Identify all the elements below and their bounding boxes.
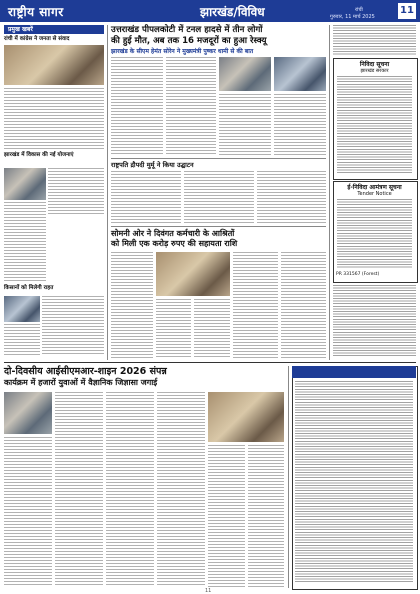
bottom-photo-2 bbox=[208, 392, 284, 442]
footer-page-marker: 11 bbox=[205, 588, 212, 594]
third-photo-1 bbox=[156, 252, 230, 296]
left-photo-3 bbox=[4, 296, 40, 322]
third-body-col5 bbox=[281, 252, 326, 358]
notice-org: झारखंड सरकार bbox=[360, 68, 389, 74]
left-article-2-body-cont bbox=[4, 202, 46, 282]
tender-title: ई-निविदा आमंत्रण सूचना bbox=[347, 184, 402, 191]
page-fold-rule bbox=[4, 362, 416, 363]
lead-subheadline: झारखंड के सीएम हेमंत सोरेन ने मुख्यमंत्री पुष्कर धामी से की बात bbox=[111, 48, 254, 55]
left-headline-3: किसानों को मिलेगी राहत bbox=[4, 285, 54, 291]
third-headline-line1: सोमनी ओर ने दिवंगत कर्मचारी के आश्रितों bbox=[111, 229, 235, 238]
lead-headline-line1: उत्तराखंड पीपलकोटी में टनल हादसे में तीन लोगों bbox=[111, 25, 263, 35]
second-headline: राष्ट्रपति द्रौपदी मुर्मू ने किया उद्घाटन bbox=[111, 161, 194, 169]
bottom-body-col1 bbox=[4, 437, 52, 587]
city-name: रांची bbox=[355, 7, 363, 13]
tender-subtitle: Tender Notice bbox=[357, 191, 392, 197]
page-number: 11 bbox=[398, 3, 416, 19]
bottom-body-col6 bbox=[248, 445, 284, 587]
paper-name: राष्ट्रीय सागर bbox=[8, 5, 64, 19]
tender-body bbox=[337, 199, 412, 269]
column-rule-1 bbox=[107, 25, 108, 360]
section-title: झारखंड/विविध bbox=[200, 5, 265, 19]
bottom-photo-1 bbox=[4, 392, 52, 434]
bottom-headline-line2: कार्यक्रम में हजारों युवाओं में वैज्ञानिक जिज्ञासा जगाई bbox=[4, 378, 158, 387]
notice-title: निविदा सूचना bbox=[359, 61, 390, 68]
bottom-body-col3 bbox=[106, 392, 154, 587]
second-body-col2 bbox=[184, 171, 254, 223]
story-rule-2 bbox=[111, 226, 326, 227]
lead-body-col4 bbox=[274, 94, 326, 155]
third-headline-line2: को मिली एक करोड़ रुपए की सहायता राशि bbox=[111, 239, 238, 248]
lead-body-col3 bbox=[219, 94, 271, 155]
date-line: गुरुवार, 11 मार्च 2025 bbox=[330, 14, 375, 20]
second-body-col3 bbox=[257, 171, 326, 223]
story-rule-1 bbox=[111, 158, 326, 159]
left-headline-1: रांची में कांग्रेस ने जनता से संवाद bbox=[4, 36, 70, 42]
third-body-col2 bbox=[156, 299, 191, 358]
left-photo-1 bbox=[4, 45, 104, 85]
lead-photo-1 bbox=[219, 57, 271, 91]
lead-photo-2 bbox=[274, 57, 326, 91]
left-photo-2 bbox=[4, 168, 46, 200]
third-body-col4 bbox=[233, 252, 278, 358]
third-body-col1 bbox=[111, 252, 153, 358]
second-body-col1 bbox=[111, 171, 181, 223]
table-ad-body bbox=[295, 381, 413, 584]
bottom-body-col2 bbox=[55, 392, 103, 587]
lead-body-col1 bbox=[111, 57, 163, 155]
bottom-body-col4 bbox=[157, 392, 205, 587]
bottom-headline-line1: दो-दिवसीय आईसीएमआर-शाइन 2026 संपन्न bbox=[4, 366, 167, 377]
right-brief-body bbox=[333, 25, 416, 55]
left-article-3-body bbox=[42, 296, 104, 356]
column-rule-2 bbox=[329, 25, 330, 360]
column-rule-3 bbox=[288, 366, 289, 588]
left-article-2-body bbox=[48, 168, 104, 214]
lead-body-col2 bbox=[166, 57, 216, 155]
left-headline-2: झारखंड में विकास की नई योजनाएं bbox=[4, 152, 74, 158]
third-body-col3 bbox=[194, 299, 230, 358]
right-article-body bbox=[333, 285, 416, 358]
table-ad-header bbox=[292, 366, 416, 378]
left-article-1-body bbox=[4, 88, 104, 150]
left-column-label: प्रमुख खबरें bbox=[8, 26, 33, 33]
pr-number: PR 331567 (Forest) bbox=[336, 272, 380, 277]
bottom-body-col5 bbox=[208, 445, 245, 587]
notice-table-body bbox=[337, 76, 412, 174]
lead-headline-line2: की हुई मौत, अब तक 16 मजदूरों का हुआ रेस्क्यू bbox=[111, 36, 267, 46]
left-article-3-body-cont bbox=[4, 324, 40, 356]
